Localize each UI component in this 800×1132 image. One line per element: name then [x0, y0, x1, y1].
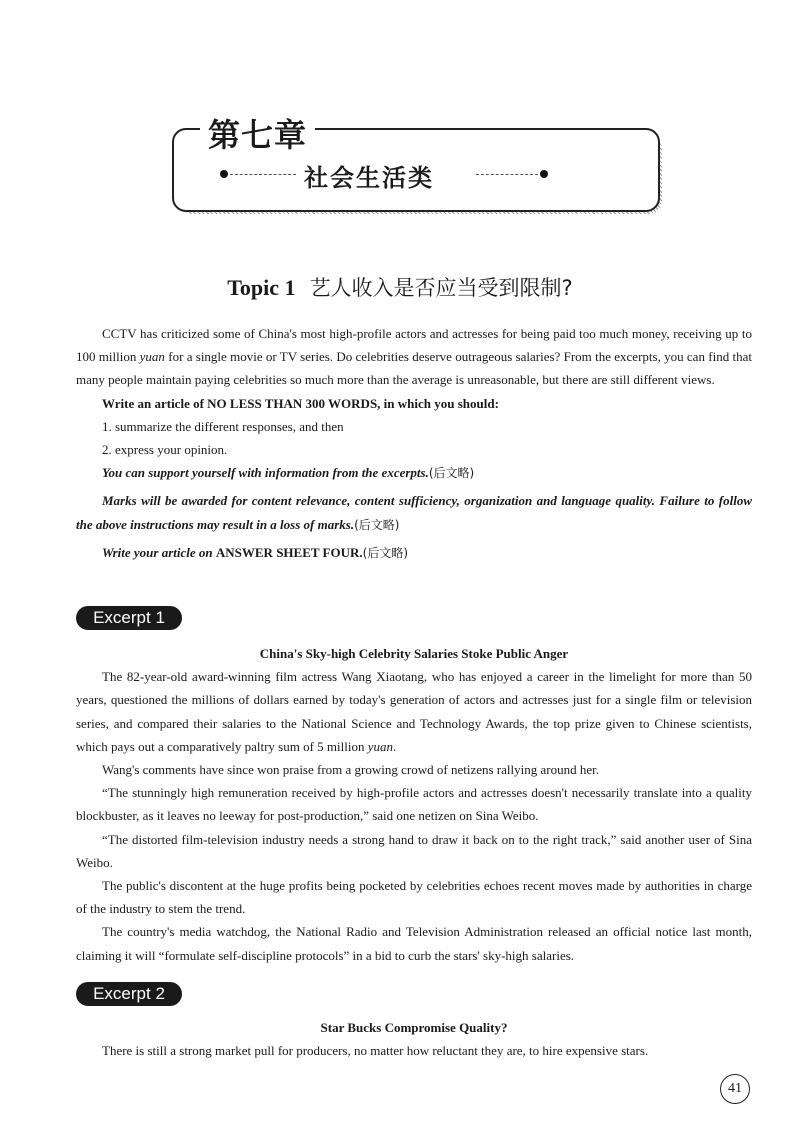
dashed-rule [230, 174, 296, 175]
excerpt-1-paragraph [76, 665, 752, 758]
intro-text: for a single movie or TV series. Do celebrities deserve outrageous salaries? From the excerpts, you can find that many people maintain paying celebrities so much more than the average is unreasonable, but there are still different views. [76, 349, 752, 388]
excerpt-1-yuan: yuan [367, 738, 394, 754]
dashed-rule [476, 174, 538, 175]
intro-paragraph [76, 322, 752, 392]
topic-title: 艺人收入是否应当受到限制? [309, 276, 573, 300]
topic-heading [0, 272, 800, 302]
intro-text: CCTV has criticized some of China's most high-profile actors and actresses for being paid too much money, receiving up to 100 million [76, 326, 752, 365]
excerpt-1-paragraph: The public's discontent at the huge profits being pocketed by celebrities echoes recent moves made by authorities in charge of the industry to stem the trend. [76, 878, 752, 917]
marks-note [76, 489, 752, 536]
intro-section [76, 322, 752, 565]
excerpt-2-paragraph: There is still a strong market pull for producers, no matter how reluctant they are, to hire expensive stars. [102, 1043, 649, 1059]
support-note [76, 461, 752, 485]
omitted-note: (后文略) [362, 545, 409, 560]
excerpt-1-section [76, 642, 752, 967]
instruction-item-1: 1. summarize the different responses, and then [102, 418, 344, 434]
excerpt-2-tag: Excerpt 2 [76, 982, 182, 1006]
topic-number: Topic 1 [227, 275, 296, 300]
excerpt-1-paragraph: “The stunningly high remuneration received by high-profile actors and actresses doesn't necessarily translate into a quality blockbuster, as it leaves no leeway for post-production,” said one netizen on Sina Weibo. [76, 785, 752, 824]
instruction-line: Write an article of NO LESS THAN 300 WORDS, in which you should: [102, 395, 499, 411]
excerpt-1-text: . [393, 738, 397, 754]
excerpt-1-text: The 82-year-old award-winning film actress Wang Xiaotang, who has enjoyed a career in the limelight for more than 50 years, questioned the millions of dollars earned by today's generation of actors and actresses just for a single film or television series, and compared their salaries to the National Science and Technology Awards, the top prize given to Chinese scientists, which pays out a comparatively paltry sum of 5 million [76, 669, 752, 754]
answer-note [76, 541, 752, 565]
excerpt-2-title: Star Bucks Compromise Quality? [320, 1020, 508, 1035]
chapter-title-row [220, 158, 550, 192]
omitted-note: (后文略) [354, 517, 400, 532]
support-text: You can support yourself with information from the excerpts. [102, 465, 429, 481]
excerpt-2-section [76, 1016, 752, 1062]
omitted-note: (后文略) [428, 466, 475, 481]
page-number: 41 [720, 1074, 750, 1104]
bullet-dot-icon [540, 170, 548, 178]
excerpt-1-paragraph: “The distorted film-television industry needs a strong hand to draw it back on to the right track,” said another user of Sina Weibo. [76, 831, 752, 870]
excerpt-1-tag: Excerpt 1 [76, 606, 182, 630]
excerpt-1-title: China's Sky-high Celebrity Salaries Stoke Public Anger [259, 646, 569, 661]
intro-yuan: yuan [139, 349, 165, 365]
chapter-title: 社会生活类 [304, 164, 434, 192]
bullet-dot-icon [220, 170, 228, 178]
answer-sheet: ANSWER SHEET FOUR. [215, 544, 363, 560]
answer-text: Write your article on [102, 544, 216, 560]
instruction-item-2: 2. express your opinion. [102, 442, 228, 458]
excerpt-1-paragraph: The country's media watchdog, the National Radio and Television Administration released an official notice last month, claiming it will “formulate self-discipline protocols” in a bid to curb the stars' sky-high salaries. [76, 924, 752, 963]
chapter-label: 第七章 [200, 110, 315, 156]
excerpt-1-paragraph: Wang's comments have since won praise from a growing crowd of netizens rallying around her. [102, 762, 599, 778]
marks-text: Marks will be awarded for content relevance, content sufficiency, organization and language quality. Failure to follow the above instructions may result in a loss of marks. [76, 493, 752, 532]
